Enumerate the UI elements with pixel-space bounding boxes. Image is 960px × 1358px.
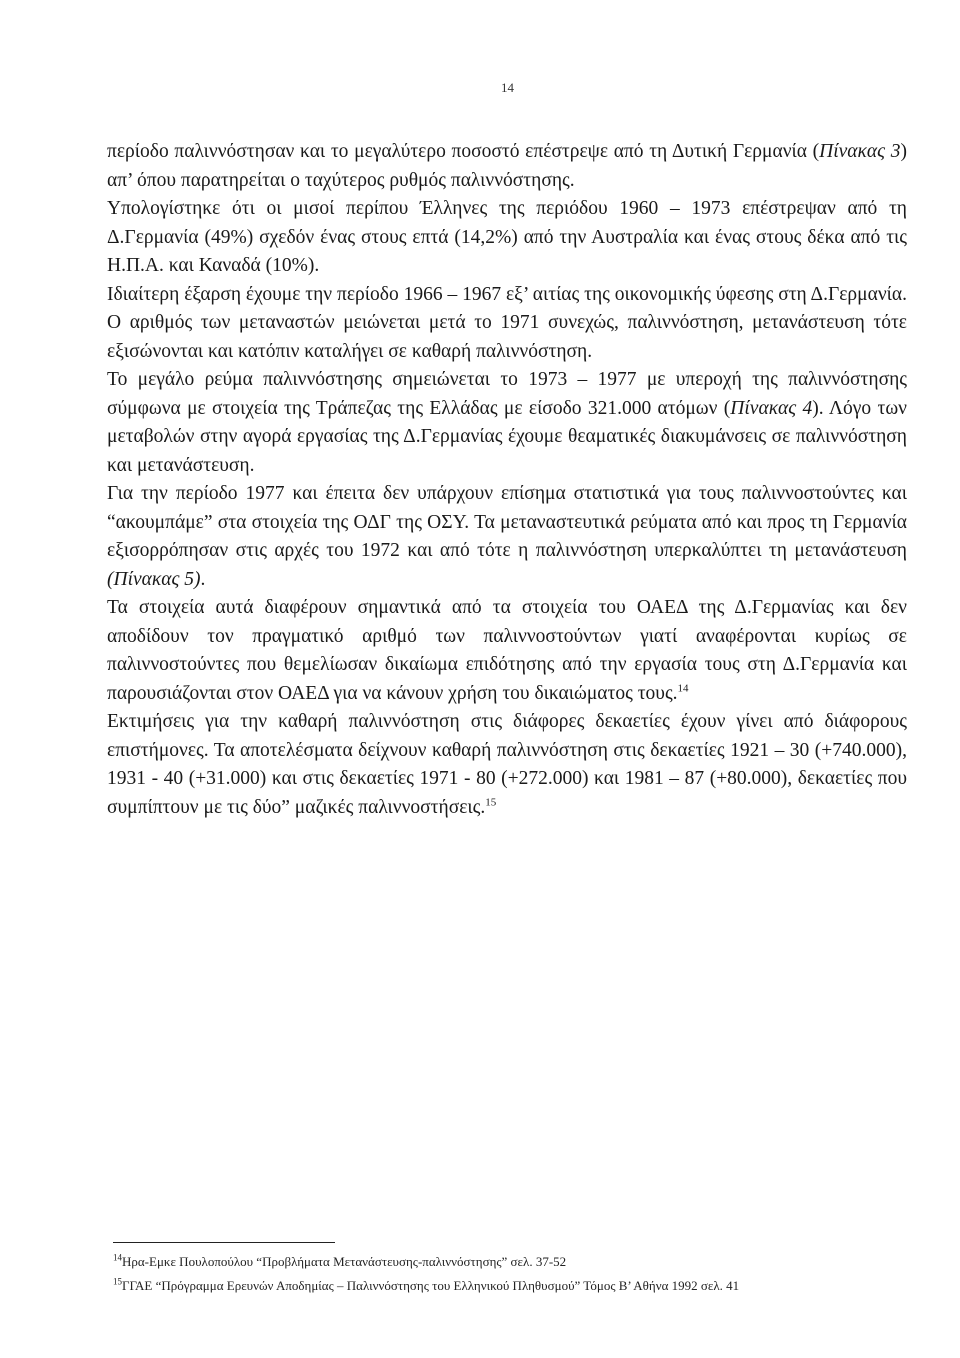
paragraph [107,594,907,708]
footnote-divider [113,1242,335,1243]
paragraph: Υπολογίστηκε ότι οι μισοί περίπου Έλληνες της περιόδου 1960 – 1973 επέστρεψαν από τη Δ.Γερμανία (49%) σχεδόν ένας στους επτά (14,2%) από την Αυστραλία και ένας στους δέκα από τις Η.Π.Α. και Καναδά (10%). [107,198,907,276]
paragraph-text: Το μεγάλο ρεύμα παλιννόστησης σημειώνεται το 1973 – 1977 με υπεροχή της παλιννόστησης σύμφωνα με στοιχεία της Τράπεζας της Ελλάδας με είσοδο 321.000 ατόμων ( [107,369,907,419]
paragraph-text: Για την περίοδο 1977 και έπειτα δεν υπάρχουν επίσημα στατιστικά για τους παλιννοστούντες και “ακουμπάμε” στα στοιχεία της ΟΔΓ της ΟΣΥ. Τα μεταναστευτικά ρεύματα από και προς τη Γερμανία εξισορρόπησαν στις αρχές του 1972 και από τότε η παλιννόστηση υπερκαλύπτει τη μετανάστευση [107,483,907,561]
footnote-number: 15 [113,1276,122,1287]
paragraph [107,708,907,822]
paragraph-text: περίοδο παλιννόστησαν και το μεγαλύτερο ποσοστό επέστρεψε από τη Δυτική Γερμανία ( [107,141,820,162]
paragraph [107,480,907,594]
table-reference: Πίνακας 4 [730,397,813,419]
paragraph-text: Τα στοιχεία αυτά διαφέρουν σημαντικά από τα στοιχεία του ΟΑΕΔ της Δ.Γερμανίας και δεν αποδίδουν τον πραγματικό αριθμό των παλιννοστούντων γιατί αναφέρονται κυρίως σε παλιννοστούντες που θεμελίωσαν δικαίωμα επιδότησης από την εργασία τους στη Δ.Γερμανία και παρουσιάζονται στον ΟΑΕΔ για να κάνουν χρήση του δικαιώματος τους. [107,597,907,704]
footnote [113,1250,913,1274]
footnotes [113,1250,913,1298]
footnote-number: 14 [113,1252,122,1263]
paragraph-text: ) απ’ όπου παρατηρείται ο ταχύτερος ρυθμός παλιννόστησης. [107,141,907,191]
page-number: 14 [501,80,514,95]
table-reference: Πίνακας 3 [819,141,901,162]
paragraph-text: Εκτιμήσεις για την καθαρή παλιννόστηση στις διάφορες δεκαετίες έχουν γίνει από διάφορους επιστήμονες. Τα αποτελέσματα δείχνουν καθαρή παλιννόστηση στις δεκαετίες 1921 – 30 (+740.000), 1931 - 40 (+31.000) και στις δεκαετίες 1971 - 80 (+272.000) και 1981 – 87 (+80.000), δεκαετίες που συμπίπτουν με τις δύο” μαζικές παλιννοστήσεις. [107,711,907,818]
paragraph-text: . [200,568,206,590]
paragraph: Ιδιαίτερη έξαρση έχουμε την περίοδο 1966 – 1967 εξ’ αιτίας της οικονομικής ύφεσης στη Δ.Γερμανία. Ο αριθμός των μεταναστών μειώνεται μετά το 1971 συνεχώς, παλιννόστηση, μετανάστευση τότε εξισώνονται και κατόπιν καταλήγει σε καθαρή παλιννόστηση. [107,283,907,362]
body-text [107,138,907,822]
paragraph [107,366,907,480]
paragraph-text: ). Λόγο των μεταβολών στην αγορά εργασίας της Δ.Γερμανίας έχουμε θεαματικές διακυμάνσεις σε παλιννόστηση και μετανάστευση. [107,397,907,476]
footnote-mark: 15 [485,796,497,808]
footnote-text: Ηρα-Εμκε Πουλοπούλου “Προβλήματα Μετανάστευσης-παλιννόστησης” σελ. 37-52 [122,1254,567,1269]
footnote-text: ΓΓΑΕ “Πρόγραμμα Ερευνών Αποδημίας – Παλιννόστησης του Ελληνικού Πληθυσμού” Τόμος Β’ Αθήνα 1992 σελ. 41 [122,1278,740,1293]
footnote-mark: 14 [677,682,689,694]
table-reference: (Πίνακας 5) [107,568,201,590]
footnote [113,1274,913,1298]
paragraph [107,138,907,195]
